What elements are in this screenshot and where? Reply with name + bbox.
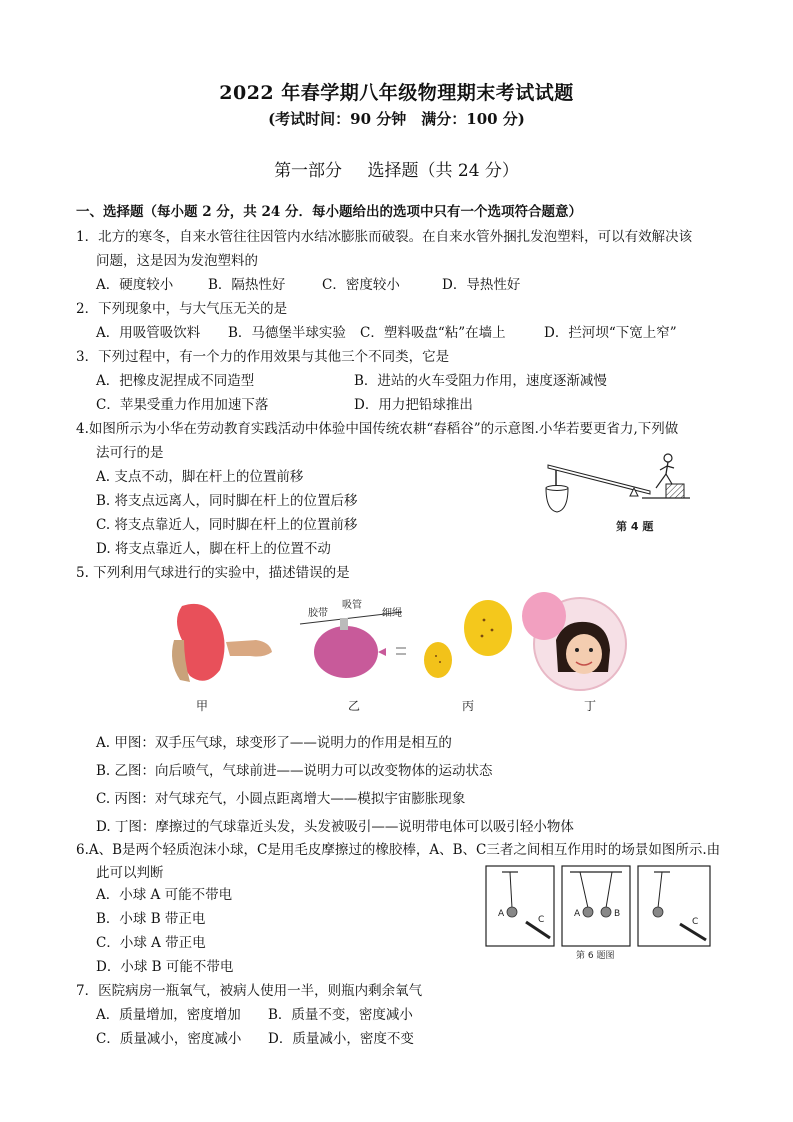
q4-option-b: B. 将支点远离人，同时脚在杆上的位置后移 (96, 493, 358, 509)
q5-stem: 5. 下列利用气球进行的实验中，描述错误的是 (76, 565, 350, 581)
label-string: 细绳 (382, 608, 402, 619)
q4-stem-line1: 4.如图所示为小华在劳动教育实践活动中体验中国传统农耕“舂稻谷”的示意图.小华若要更省力,下列做 (76, 421, 679, 437)
q2-stem: 2．下列现象中，与大气压无关的是 (76, 301, 288, 317)
label-c-panel1: C (538, 915, 545, 925)
q6-option-b: B．小球 B 带正电 (96, 911, 206, 927)
q1-stem-line2: 问题，这是因为发泡塑料的 (96, 253, 258, 269)
q6-stem-line1: 6.A、B是两个轻质泡沫小球，C是用毛皮摩擦过的橡胶棒，A、B、C三者之间相互作用时的场景如图所示.由 (76, 842, 721, 858)
exam-subtitle: (考试时间：90 分钟 满分：100 分) (268, 110, 525, 128)
q4-lever-figure (538, 448, 698, 540)
q1-option-c: C．密度较小 (322, 277, 400, 293)
panel-2 (562, 866, 630, 946)
ball-a-panel2 (583, 907, 593, 917)
girl-face (566, 634, 602, 674)
label-tape: 胶带 (308, 608, 328, 619)
q2-option-b: B．马德堡半球实验 (228, 325, 346, 341)
q1-option-d: D．导热性好 (442, 277, 521, 293)
q4-figure-caption: 第 4 题 (616, 520, 654, 533)
exam-title: 2022 年春学期八年级物理期末考试试题 (219, 82, 574, 104)
q4-option-d: D. 将支点靠近人，脚在杆上的位置不动 (96, 541, 331, 557)
label-straw: 吸管 (342, 600, 362, 611)
right-hand (226, 640, 272, 657)
q3-option-b: B．进站的火车受阻力作用，速度逐渐减慢 (354, 373, 607, 389)
q6-stem-line2: 此可以判断 (96, 865, 164, 881)
part-description: 选择题（共 24 分） (367, 161, 519, 181)
q4-option-a: A. 支点不动，脚在杆上的位置前移 (96, 469, 304, 485)
label-b-panel2: B (614, 909, 621, 919)
q4-option-c: C. 将支点靠近人，同时脚在杆上的位置前移 (96, 517, 358, 533)
q5-option-a: A. 甲图：双手压气球，球变形了——说明力的作用是相互的 (96, 735, 452, 751)
person-figure (664, 454, 672, 462)
label-jia: 甲 (196, 699, 209, 713)
label-a-panel2: A (574, 909, 581, 919)
q3-option-c: C．苹果受重力作用加速下落 (96, 397, 269, 413)
q2-option-d: D．拦河坝“下宽上窄” (544, 325, 677, 341)
q2-option-c: C．塑料吸盘“粘”在墙上 (360, 325, 506, 341)
ball-b-panel2 (601, 907, 611, 917)
q6-option-d: D．小球 B 可能不带电 (96, 959, 234, 975)
q6-option-a: A．小球 A 可能不带电 (96, 887, 233, 903)
label-ding: 丁 (584, 699, 597, 713)
balloon-rocket (314, 626, 378, 678)
q6-figure-caption: 第 6 题图 (576, 951, 615, 961)
straw-clip (340, 618, 348, 630)
q1-stem-line1: 1．北方的寒冬，自来水管往往因管内水结冰膨胀而破裂。在自来水管外捆扎发泡塑料，可以有效解决该 (76, 229, 693, 245)
q5-option-d: D. 丁图：摩擦过的气球靠近头发，头发被吸引——说明带电体可以吸引轻小物体 (96, 819, 574, 835)
platform-block (666, 484, 684, 498)
q4-stem-line2: 法可行的是 (96, 445, 164, 461)
label-bing: 丙 (462, 699, 475, 713)
q5-balloon-figures (160, 590, 630, 718)
balloon-small (424, 642, 452, 678)
q5-option-c: C. 丙图：对气球充气，小圆点距离增大——模拟宇宙膨胀现象 (96, 791, 466, 807)
q6-option-c: C．小球 A 带正电 (96, 935, 206, 951)
part-name: 第一部分 (274, 161, 343, 181)
q5-option-b: B. 乙图：向后喷气，气球前进——说明力可以改变物体的运动状态 (96, 763, 493, 779)
q7-option-a: A．质量增加，密度增加 (96, 1007, 241, 1023)
q2-option-a: A．用吸管吸饮料 (96, 325, 201, 341)
mortar (546, 488, 568, 512)
q7-option-b: B．质量不变，密度减小 (268, 1007, 413, 1023)
ball-a-panel1 (507, 907, 517, 917)
q3-stem: 3．下列过程中，有一个力的作用效果与其他三个不同类，它是 (76, 349, 450, 365)
label-yi: 乙 (348, 699, 361, 713)
q1-option-b: B．隔热性好 (208, 277, 286, 293)
q1-option-a: A．硬度较小 (96, 277, 174, 293)
label-c-panel3: C (692, 917, 699, 927)
section-heading: 一、选择题（每小题 2 分，共 24 分．每小题给出的选项中只有一个选项符合题意） (76, 204, 582, 220)
panel-3 (638, 866, 710, 946)
balloon-pink (522, 592, 566, 640)
q3-option-a: A．把橡皮泥捏成不同造型 (96, 373, 255, 389)
balloon-large (464, 600, 512, 656)
label-a-panel1: A (498, 909, 505, 919)
ball-b-panel3 (653, 907, 663, 917)
part-heading (0, 156, 793, 181)
q7-option-c: C．质量减小，密度减小 (96, 1031, 242, 1047)
q7-stem: 7．医院病房一瓶氧气，被病人使用一半，则瓶内剩余氧气 (76, 983, 423, 999)
q6-charge-figure (484, 862, 714, 962)
q3-option-d: D．用力把铅球推出 (354, 397, 473, 413)
q7-option-d: D．质量减小，密度不变 (268, 1031, 414, 1047)
